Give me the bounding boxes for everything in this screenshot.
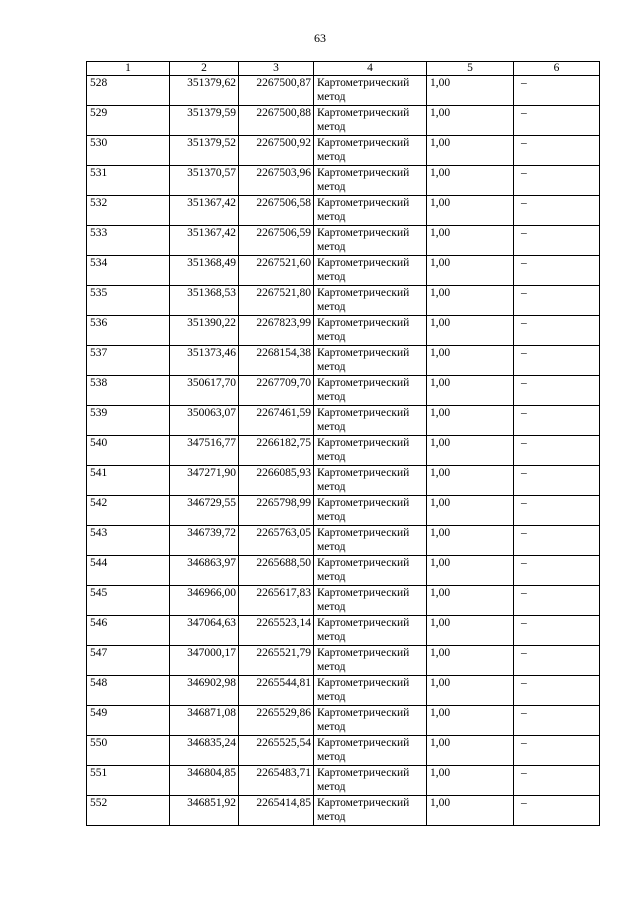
method-cell: Картометрический метод	[314, 136, 427, 166]
table-row	[87, 676, 600, 706]
table-row	[87, 616, 600, 646]
column-header: 4	[314, 62, 427, 76]
point-number-cell: 546	[87, 616, 170, 646]
x-coordinate-cell: 351368,49	[170, 256, 239, 286]
x-coordinate-cell: 346871,08	[170, 706, 239, 736]
x-coordinate-cell: 346966,00	[170, 586, 239, 616]
x-coordinate-cell: 351379,62	[170, 76, 239, 106]
column-header: 6	[514, 62, 600, 76]
table-row	[87, 406, 600, 436]
y-coordinate-cell: 2266085,93	[239, 466, 314, 496]
y-coordinate-cell: 2265525,54	[239, 736, 314, 766]
table-row	[87, 136, 600, 166]
table-row	[87, 436, 600, 466]
x-coordinate-cell: 346739,72	[170, 526, 239, 556]
column-header: 2	[170, 62, 239, 76]
y-coordinate-cell: 2266182,75	[239, 436, 314, 466]
table-row	[87, 526, 600, 556]
accuracy-cell: 1,00	[427, 736, 514, 766]
accuracy-cell: 1,00	[427, 106, 514, 136]
method-cell: Картометрический метод	[314, 106, 427, 136]
y-coordinate-cell: 2267500,88	[239, 106, 314, 136]
method-cell: Картометрический метод	[314, 346, 427, 376]
point-number-cell: 529	[87, 106, 170, 136]
y-coordinate-cell: 2267823,99	[239, 316, 314, 346]
accuracy-cell: 1,00	[427, 436, 514, 466]
y-coordinate-cell: 2265483,71	[239, 766, 314, 796]
method-cell: Картометрический метод	[314, 616, 427, 646]
description-cell: –	[514, 466, 600, 496]
table-row	[87, 166, 600, 196]
table-row	[87, 586, 600, 616]
x-coordinate-cell: 351368,53	[170, 286, 239, 316]
point-number-cell: 537	[87, 346, 170, 376]
method-cell: Картометрический метод	[314, 436, 427, 466]
table-row	[87, 796, 600, 826]
description-cell: –	[514, 166, 600, 196]
method-cell: Картометрический метод	[314, 196, 427, 226]
point-number-cell: 532	[87, 196, 170, 226]
method-cell: Картометрический метод	[314, 736, 427, 766]
column-header: 1	[87, 62, 170, 76]
method-cell: Картометрический метод	[314, 766, 427, 796]
point-number-cell: 534	[87, 256, 170, 286]
method-cell: Картометрический метод	[314, 796, 427, 826]
accuracy-cell: 1,00	[427, 346, 514, 376]
y-coordinate-cell: 2268154,38	[239, 346, 314, 376]
accuracy-cell: 1,00	[427, 706, 514, 736]
method-cell: Картометрический метод	[314, 256, 427, 286]
x-coordinate-cell: 347064,63	[170, 616, 239, 646]
accuracy-cell: 1,00	[427, 136, 514, 166]
accuracy-cell: 1,00	[427, 466, 514, 496]
y-coordinate-cell: 2265523,14	[239, 616, 314, 646]
x-coordinate-cell: 346835,24	[170, 736, 239, 766]
x-coordinate-cell: 347271,90	[170, 466, 239, 496]
column-header: 3	[239, 62, 314, 76]
point-number-cell: 544	[87, 556, 170, 586]
accuracy-cell: 1,00	[427, 496, 514, 526]
table-row	[87, 376, 600, 406]
x-coordinate-cell: 347516,77	[170, 436, 239, 466]
table-row	[87, 736, 600, 766]
table-row	[87, 556, 600, 586]
description-cell: –	[514, 406, 600, 436]
table-row	[87, 346, 600, 376]
description-cell: –	[514, 226, 600, 256]
table-row	[87, 76, 600, 106]
accuracy-cell: 1,00	[427, 556, 514, 586]
description-cell: –	[514, 286, 600, 316]
description-cell: –	[514, 76, 600, 106]
description-cell: –	[514, 106, 600, 136]
point-number-cell: 536	[87, 316, 170, 346]
table-row	[87, 256, 600, 286]
y-coordinate-cell: 2267503,96	[239, 166, 314, 196]
method-cell: Картометрический метод	[314, 526, 427, 556]
table-row	[87, 646, 600, 676]
y-coordinate-cell: 2267500,87	[239, 76, 314, 106]
x-coordinate-cell: 351379,52	[170, 136, 239, 166]
method-cell: Картометрический метод	[314, 286, 427, 316]
method-cell: Картометрический метод	[314, 556, 427, 586]
description-cell: –	[514, 706, 600, 736]
method-cell: Картометрический метод	[314, 376, 427, 406]
y-coordinate-cell: 2267461,59	[239, 406, 314, 436]
y-coordinate-cell: 2267709,70	[239, 376, 314, 406]
description-cell: –	[514, 136, 600, 166]
point-number-cell: 551	[87, 766, 170, 796]
accuracy-cell: 1,00	[427, 616, 514, 646]
table-row	[87, 466, 600, 496]
x-coordinate-cell: 351370,57	[170, 166, 239, 196]
x-coordinate-cell: 346804,85	[170, 766, 239, 796]
description-cell: –	[514, 586, 600, 616]
accuracy-cell: 1,00	[427, 766, 514, 796]
accuracy-cell: 1,00	[427, 226, 514, 256]
method-cell: Картометрический метод	[314, 466, 427, 496]
method-cell: Картометрический метод	[314, 226, 427, 256]
point-number-cell: 538	[87, 376, 170, 406]
coordinates-table	[86, 61, 600, 826]
description-cell: –	[514, 436, 600, 466]
description-cell: –	[514, 736, 600, 766]
method-cell: Картометрический метод	[314, 706, 427, 736]
point-number-cell: 528	[87, 76, 170, 106]
accuracy-cell: 1,00	[427, 166, 514, 196]
description-cell: –	[514, 376, 600, 406]
description-cell: –	[514, 766, 600, 796]
table-row	[87, 316, 600, 346]
point-number-cell: 542	[87, 496, 170, 526]
accuracy-cell: 1,00	[427, 526, 514, 556]
accuracy-cell: 1,00	[427, 676, 514, 706]
x-coordinate-cell: 351367,42	[170, 196, 239, 226]
accuracy-cell: 1,00	[427, 376, 514, 406]
description-cell: –	[514, 346, 600, 376]
method-cell: Картометрический метод	[314, 586, 427, 616]
point-number-cell: 548	[87, 676, 170, 706]
x-coordinate-cell: 346851,92	[170, 796, 239, 826]
y-coordinate-cell: 2267506,58	[239, 196, 314, 226]
method-cell: Картометрический метод	[314, 76, 427, 106]
y-coordinate-cell: 2267521,80	[239, 286, 314, 316]
method-cell: Картометрический метод	[314, 166, 427, 196]
table-row	[87, 706, 600, 736]
method-cell: Картометрический метод	[314, 316, 427, 346]
point-number-cell: 533	[87, 226, 170, 256]
method-cell: Картометрический метод	[314, 496, 427, 526]
table-row	[87, 196, 600, 226]
method-cell: Картометрический метод	[314, 406, 427, 436]
point-number-cell: 543	[87, 526, 170, 556]
point-number-cell: 535	[87, 286, 170, 316]
x-coordinate-cell: 346729,55	[170, 496, 239, 526]
x-coordinate-cell: 347000,17	[170, 646, 239, 676]
y-coordinate-cell: 2267506,59	[239, 226, 314, 256]
table-row	[87, 226, 600, 256]
description-cell: –	[514, 496, 600, 526]
x-coordinate-cell: 351373,46	[170, 346, 239, 376]
description-cell: –	[514, 556, 600, 586]
y-coordinate-cell: 2267500,92	[239, 136, 314, 166]
accuracy-cell: 1,00	[427, 796, 514, 826]
x-coordinate-cell: 346902,98	[170, 676, 239, 706]
x-coordinate-cell: 351379,59	[170, 106, 239, 136]
y-coordinate-cell: 2265763,05	[239, 526, 314, 556]
y-coordinate-cell: 2265521,79	[239, 646, 314, 676]
accuracy-cell: 1,00	[427, 256, 514, 286]
point-number-cell: 545	[87, 586, 170, 616]
y-coordinate-cell: 2265414,85	[239, 796, 314, 826]
point-number-cell: 540	[87, 436, 170, 466]
point-number-cell: 541	[87, 466, 170, 496]
y-coordinate-cell: 2265544,81	[239, 676, 314, 706]
description-cell: –	[514, 796, 600, 826]
description-cell: –	[514, 196, 600, 226]
y-coordinate-cell: 2265688,50	[239, 556, 314, 586]
point-number-cell: 531	[87, 166, 170, 196]
column-header: 5	[427, 62, 514, 76]
description-cell: –	[514, 676, 600, 706]
y-coordinate-cell: 2265798,99	[239, 496, 314, 526]
point-number-cell: 547	[87, 646, 170, 676]
method-cell: Картометрический метод	[314, 676, 427, 706]
table-row	[87, 496, 600, 526]
accuracy-cell: 1,00	[427, 196, 514, 226]
description-cell: –	[514, 256, 600, 286]
y-coordinate-cell: 2265617,83	[239, 586, 314, 616]
accuracy-cell: 1,00	[427, 586, 514, 616]
point-number-cell: 549	[87, 706, 170, 736]
point-number-cell: 539	[87, 406, 170, 436]
x-coordinate-cell: 351367,42	[170, 226, 239, 256]
point-number-cell: 530	[87, 136, 170, 166]
page-number: 63	[314, 31, 326, 45]
accuracy-cell: 1,00	[427, 76, 514, 106]
accuracy-cell: 1,00	[427, 316, 514, 346]
accuracy-cell: 1,00	[427, 646, 514, 676]
table-header-row	[87, 62, 600, 76]
y-coordinate-cell: 2267521,60	[239, 256, 314, 286]
table-row	[87, 766, 600, 796]
description-cell: –	[514, 616, 600, 646]
x-coordinate-cell: 350063,07	[170, 406, 239, 436]
description-cell: –	[514, 526, 600, 556]
method-cell: Картометрический метод	[314, 646, 427, 676]
x-coordinate-cell: 351390,22	[170, 316, 239, 346]
accuracy-cell: 1,00	[427, 406, 514, 436]
table-row	[87, 106, 600, 136]
point-number-cell: 552	[87, 796, 170, 826]
description-cell: –	[514, 316, 600, 346]
description-cell: –	[514, 646, 600, 676]
accuracy-cell: 1,00	[427, 286, 514, 316]
x-coordinate-cell: 350617,70	[170, 376, 239, 406]
point-number-cell: 550	[87, 736, 170, 766]
x-coordinate-cell: 346863,97	[170, 556, 239, 586]
y-coordinate-cell: 2265529,86	[239, 706, 314, 736]
table-row	[87, 286, 600, 316]
